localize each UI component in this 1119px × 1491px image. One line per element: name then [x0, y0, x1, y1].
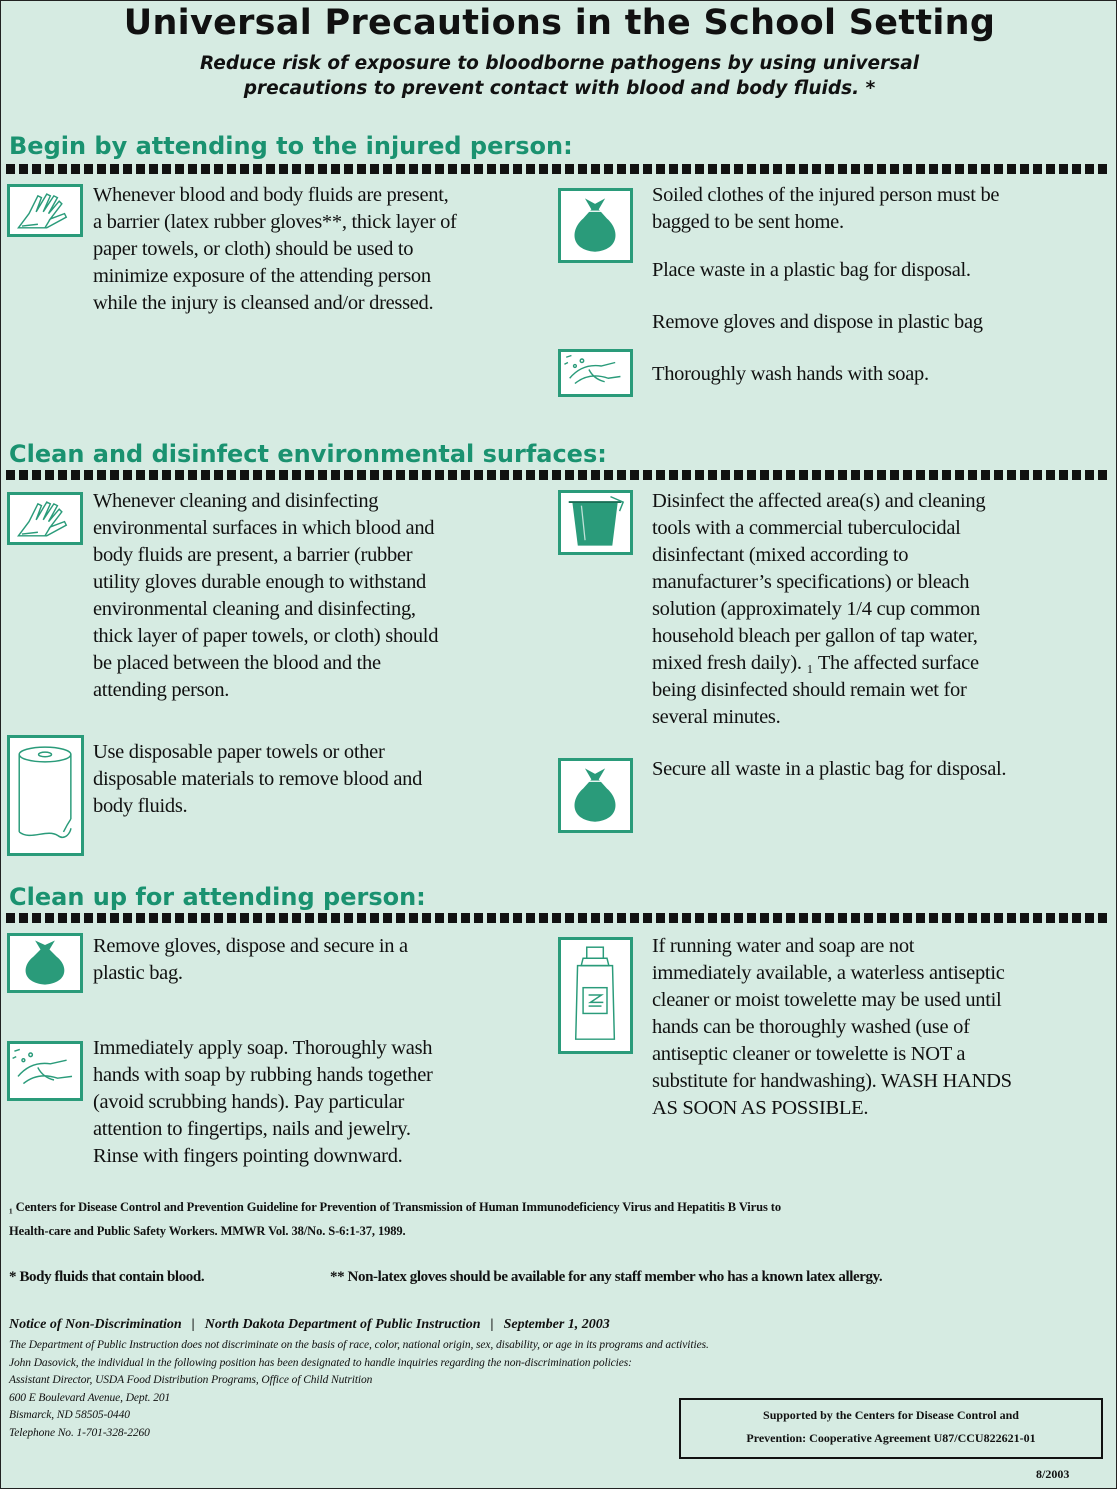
text-line: Rinse with fingers pointing downward. [93, 1145, 403, 1167]
funding-support-box [679, 1398, 1103, 1459]
text-line: AS SOON AS POSSIBLE. [652, 1097, 869, 1119]
gloves-icon [7, 184, 83, 237]
subtitle-line: precautions to prevent contact with blood and body fluids. * [243, 78, 876, 99]
separator: | [490, 1317, 494, 1332]
latex-allergy-note: ** Non-latex gloves should be available for any staff member who has a known latex allergy. [330, 1269, 883, 1285]
s1-right-text-2: Place waste in a plastic bag for disposal. [652, 259, 971, 281]
text-line: disinfectant (mixed according to [652, 544, 909, 566]
address-line: Bismarck, ND 58505-0440 [9, 1409, 130, 1421]
s1-right-text-3: Remove gloves and dispose in plastic bag [652, 311, 983, 333]
section-heading-environmental: Clean and disinfect environmental surfaces: [9, 440, 607, 468]
text-line: cleaner or moist towelette may be used until [652, 989, 1002, 1011]
text-line: household bleach per gallon of tap water, [652, 625, 978, 647]
text-line: be placed between the blood and the [93, 652, 381, 674]
paper-towel-icon [7, 735, 84, 856]
text-line: Whenever cleaning and disinfecting [93, 490, 379, 512]
s3-left-text-2 [93, 1035, 433, 1170]
antiseptic-bottle-icon [558, 937, 633, 1054]
footnote-line: ₁ Centers for Disease Control and Prevention Guideline for Prevention of Transmission of Human Immunodeficiency Virus and Hepatitis B Virus to [9, 1200, 781, 1214]
text-line: environmental surfaces in which blood and [93, 517, 435, 539]
s2-right-text-2: Secure all waste in a plastic bag for disposal. [652, 758, 1007, 780]
bucket-icon [558, 490, 633, 555]
text-line: body fluids. [93, 795, 188, 817]
non-discrimination-text [9, 1337, 709, 1442]
text-line: (avoid scrubbing hands). Pay particular [93, 1091, 405, 1113]
text-line: hands can be thoroughly washed (use of [652, 1016, 970, 1038]
separator: | [191, 1317, 195, 1332]
text-line: thick layer of paper towels, or cloth) should [93, 625, 439, 647]
text-line: solution (approximately 1/4 cup common [652, 598, 980, 620]
s2-right-text-1 [652, 488, 985, 731]
notice-line: The Department of Public Instruction does not discriminate on the basis of race, color, national origin, sex, disability, or age in its programs and activities. [9, 1339, 709, 1351]
dotted-divider [6, 913, 1110, 923]
gloves-icon [7, 492, 83, 545]
text-line: paper towels, or cloth) should be used to [93, 238, 414, 260]
text-line: body fluids are present, a barrier (rubber [93, 544, 413, 566]
waste-bag-icon [7, 933, 83, 993]
s2-left-text-2 [93, 739, 422, 820]
text-line: manufacturer’s specifications) or bleach [652, 571, 970, 593]
text-line: disposable materials to remove blood and [93, 768, 423, 790]
text-line: minimize exposure of the attending person [93, 265, 431, 287]
text-line: while the injury is cleansed and/or dressed. [93, 292, 434, 314]
s1-right-text-4: Thoroughly wash hands with soap. [652, 363, 929, 385]
waste-bag-icon [558, 758, 633, 833]
text-line: attention to fingertips, nails and jewelry. [93, 1118, 411, 1140]
notice-date: September 1, 2003 [503, 1317, 610, 1332]
non-discrimination-header [9, 1317, 610, 1333]
text-line: antiseptic cleaner or towelette is NOT a [652, 1043, 966, 1065]
notice-title: Notice of Non-Discrimination [9, 1317, 182, 1332]
text-line: tools with a commercial tuberculocidal [652, 517, 961, 539]
text-line: immediately available, a waterless antiseptic [652, 962, 1005, 984]
dotted-divider [6, 164, 1110, 174]
text-line: If running water and soap are not [652, 935, 915, 957]
text-line: attending person. [93, 679, 230, 701]
text-line: Remove gloves, dispose and secure in a [93, 935, 408, 957]
s1-left-text [93, 182, 457, 317]
body-fluids-note: * Body fluids that contain blood. [9, 1269, 205, 1285]
support-line: Supported by the Centers for Disease Control and [763, 1408, 1019, 1422]
text-line: several minutes. [652, 706, 781, 728]
text-line: Soiled clothes of the injured person must be [652, 184, 1000, 206]
section-heading-clean-up: Clean up for attending person: [9, 883, 426, 911]
notice-line: Assistant Director, USDA Food Distribution Programs, Office of Child Nutrition [9, 1374, 373, 1386]
s3-left-text-1 [93, 933, 408, 987]
text-line: substitute for handwashing). WASH HANDS [652, 1070, 1012, 1092]
department-name: North Dakota Department of Public Instruction [204, 1317, 481, 1332]
text-line: a barrier (latex rubber gloves**, thick layer of [93, 211, 457, 233]
s1-right-text-1 [652, 182, 999, 236]
footnote-line: Health-care and Public Safety Workers. MMWR Vol. 38/No. S-6:1-37, 1989. [9, 1224, 406, 1238]
address-line: 600 E Boulevard Avenue, Dept. 201 [9, 1391, 171, 1404]
cdc-reference-footnote [9, 1195, 781, 1243]
s3-right-text [652, 933, 1012, 1122]
page-title: Universal Precautions in the School Setting [123, 3, 996, 43]
text-line: bagged to be sent home. [652, 211, 844, 233]
text-line: utility gloves durable enough to withstand [93, 571, 427, 593]
support-line: Prevention: Cooperative Agreement U87/CCU822621-01 [746, 1431, 1036, 1445]
text-line: Disinfect the affected area(s) and cleaning [652, 490, 986, 512]
section-heading-injured-person: Begin by attending to the injured person: [9, 132, 573, 160]
s2-left-text-1 [93, 488, 438, 704]
text-line: Immediately apply soap. Thoroughly wash [93, 1037, 433, 1059]
waste-bag-icon [558, 188, 633, 263]
text-line: Whenever blood and body fluids are present, [93, 184, 449, 206]
handwash-icon [7, 1041, 83, 1101]
revision-date: 8/2003 [1036, 1467, 1070, 1481]
text-line: being disinfected should remain wet for [652, 679, 967, 701]
subtitle-line: Reduce risk of exposure to bloodborne pathogens by using universal [199, 53, 920, 74]
notice-line: John Dasovick, the individual in the following position has been designated to handle inquiries regarding the non-discrimination policies: [9, 1356, 632, 1369]
phone-line: Telephone No. 1-701-328-2260 [9, 1426, 150, 1439]
text-line: plastic bag. [93, 962, 183, 984]
handwash-icon [558, 349, 633, 397]
text-line: mixed fresh daily). ₁ The affected surface [652, 652, 979, 674]
dotted-divider [6, 470, 1110, 480]
subtitle [101, 51, 1018, 101]
text-line: Use disposable paper towels or other [93, 741, 385, 763]
text-line: environmental cleaning and disinfecting, [93, 598, 416, 620]
text-line: hands with soap by rubbing hands together [93, 1064, 433, 1086]
